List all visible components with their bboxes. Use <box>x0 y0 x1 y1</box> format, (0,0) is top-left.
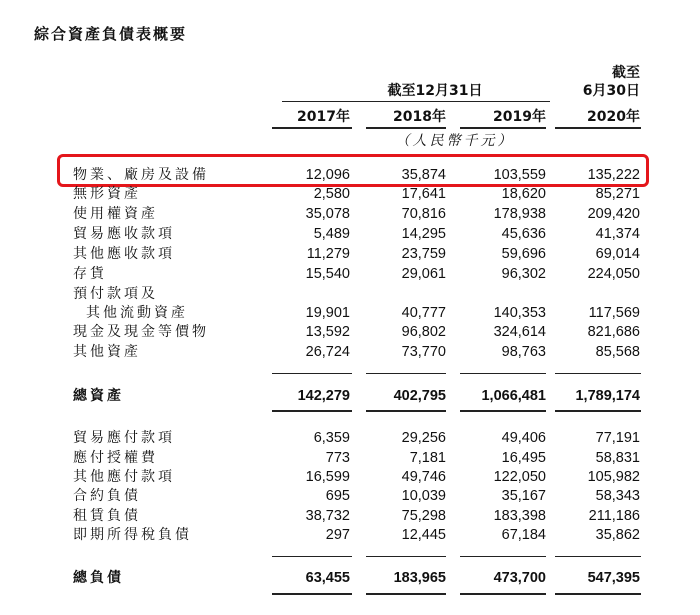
row-label: 租賃負債 <box>73 508 141 524</box>
row-label: 無形資產 <box>73 186 141 202</box>
cell-value: 183,965 <box>393 570 446 586</box>
cell-value: 49,746 <box>401 469 446 485</box>
row-label: 其他應付款項 <box>73 469 175 485</box>
cell-value: 224,050 <box>587 266 640 282</box>
row-label: 合約負債 <box>73 488 141 504</box>
row-label: 其他應收款項 <box>73 246 175 262</box>
cell-value: 77,191 <box>595 430 640 446</box>
asset-row <box>0 224 700 244</box>
cell-value: 35,874 <box>401 167 446 183</box>
cell-value: 26,724 <box>305 344 350 360</box>
column-rule <box>460 593 546 595</box>
row-label: 貿易應收款項 <box>73 226 175 242</box>
year-rule-2018 <box>366 127 446 129</box>
cell-value: 821,686 <box>587 324 640 340</box>
row-label: 總負債 <box>73 570 124 586</box>
cell-value: 63,455 <box>305 570 350 586</box>
row-label: 其他資產 <box>73 344 141 360</box>
cell-value: 16,495 <box>501 450 546 466</box>
cell-value: 6,359 <box>313 430 350 446</box>
cell-value: 35,862 <box>595 527 640 543</box>
row-label: 存貨 <box>73 266 107 282</box>
year-header-2017: 2017年 <box>297 109 350 125</box>
cell-value: 85,568 <box>595 344 640 360</box>
year-rule-2017 <box>272 127 352 129</box>
cell-value: 19,901 <box>305 305 350 321</box>
column-rule <box>555 373 641 374</box>
liability-row <box>0 448 700 468</box>
cell-value: 40,777 <box>401 305 446 321</box>
year-header-2020: 2020年 <box>587 109 640 125</box>
cell-value: 96,302 <box>501 266 546 282</box>
row-label: 預付款項及 <box>73 286 158 302</box>
cell-value: 473,700 <box>493 570 546 586</box>
interim-label-line2: 6月30日 <box>582 83 640 99</box>
cell-value: 70,816 <box>401 206 446 222</box>
cell-value: 96,802 <box>401 324 446 340</box>
cell-value: 324,614 <box>493 324 546 340</box>
cell-value: 547,395 <box>587 570 640 586</box>
column-rule <box>555 556 641 557</box>
column-rule <box>272 556 352 557</box>
cell-value: 15,540 <box>305 266 350 282</box>
cell-value: 2,580 <box>313 186 350 202</box>
total-liabilities-row <box>0 568 700 588</box>
cell-value: 183,398 <box>493 508 546 524</box>
asset-row <box>0 342 700 362</box>
cell-value: 178,938 <box>493 206 546 222</box>
cell-value: 35,078 <box>305 206 350 222</box>
cell-value: 117,569 <box>588 305 640 321</box>
asset-row <box>0 204 700 224</box>
column-rule <box>460 410 546 412</box>
cell-value: 135,222 <box>587 167 640 183</box>
total-assets-row <box>0 386 700 406</box>
cell-value: 103,559 <box>493 167 546 183</box>
liability-row <box>0 428 700 448</box>
cell-value: 1,789,174 <box>575 388 640 404</box>
column-rule <box>460 556 546 557</box>
year-rule-2019 <box>460 127 546 129</box>
cell-value: 58,343 <box>595 488 640 504</box>
cell-value: 58,831 <box>595 450 640 466</box>
cell-value: 18,620 <box>501 186 546 202</box>
cell-value: 38,732 <box>305 508 350 524</box>
asset-row <box>0 184 700 204</box>
asset-row <box>0 322 700 342</box>
row-label: 應付授權費 <box>73 450 158 466</box>
cell-value: 7,181 <box>409 450 446 466</box>
liability-row <box>0 486 700 506</box>
unit-label: （人民幣千元） <box>395 133 515 149</box>
liability-row <box>0 525 700 545</box>
asset-row <box>0 264 700 284</box>
cell-value: 142,279 <box>297 388 350 404</box>
year-rule-2020 <box>555 127 641 129</box>
cell-value: 69,014 <box>595 246 640 262</box>
asset-row <box>0 165 700 185</box>
liability-row <box>0 506 700 526</box>
column-rule <box>272 593 352 595</box>
cell-value: 85,271 <box>595 186 640 202</box>
cell-value: 402,795 <box>393 388 446 404</box>
cell-value: 13,592 <box>305 324 350 340</box>
asset-row <box>0 244 700 264</box>
column-rule <box>272 410 352 412</box>
interim-label-line1: 截至 <box>612 65 640 81</box>
cell-value: 773 <box>325 450 350 466</box>
year-header-2018: 2018年 <box>393 109 446 125</box>
cell-value: 105,982 <box>587 469 640 485</box>
cell-value: 12,096 <box>305 167 350 183</box>
column-rule <box>555 410 641 412</box>
cell-value: 29,256 <box>401 430 446 446</box>
row-label: 物業、廠房及設備 <box>73 167 209 183</box>
column-rule <box>555 593 641 595</box>
cell-value: 98,763 <box>501 344 546 360</box>
cell-value: 35,167 <box>501 488 546 504</box>
period-group-label: 截至12月31日 <box>387 83 483 99</box>
cell-value: 211,186 <box>588 508 640 524</box>
period-group-rule <box>282 101 550 102</box>
cell-value: 16,599 <box>305 469 350 485</box>
cell-value: 297 <box>325 527 350 543</box>
asset-row <box>0 303 700 323</box>
page-title: 綜合資產負債表概要 <box>34 25 188 43</box>
column-rule <box>366 373 446 374</box>
liability-row <box>0 467 700 487</box>
cell-value: 695 <box>325 488 350 504</box>
cell-value: 75,298 <box>401 508 446 524</box>
row-label: 貿易應付款項 <box>73 430 175 446</box>
cell-value: 122,050 <box>493 469 546 485</box>
cell-value: 41,374 <box>595 226 640 242</box>
row-label: 即期所得稅負債 <box>73 527 192 543</box>
cell-value: 11,279 <box>306 246 350 262</box>
cell-value: 14,295 <box>401 226 446 242</box>
cell-value: 23,759 <box>401 246 446 262</box>
cell-value: 12,445 <box>401 527 446 543</box>
cell-value: 67,184 <box>501 527 546 543</box>
column-rule <box>366 556 446 557</box>
cell-value: 5,489 <box>313 226 350 242</box>
cell-value: 1,066,481 <box>481 388 546 404</box>
asset-row <box>0 284 700 304</box>
cell-value: 73,770 <box>401 344 446 360</box>
cell-value: 209,420 <box>587 206 640 222</box>
row-label: 使用權資產 <box>73 206 158 222</box>
row-label: 總資產 <box>73 388 124 404</box>
cell-value: 10,039 <box>401 488 446 504</box>
cell-value: 49,406 <box>501 430 546 446</box>
column-rule <box>366 593 446 595</box>
cell-value: 59,696 <box>501 246 546 262</box>
column-rule <box>460 373 546 374</box>
column-rule <box>272 373 352 374</box>
year-header-2019: 2019年 <box>493 109 546 125</box>
column-rule <box>366 410 446 412</box>
cell-value: 29,061 <box>401 266 446 282</box>
cell-value: 140,353 <box>493 305 546 321</box>
cell-value: 17,641 <box>401 186 446 202</box>
row-label: 其他流動資產 <box>86 305 188 321</box>
cell-value: 45,636 <box>501 226 546 242</box>
row-label: 現金及現金等價物 <box>73 324 209 340</box>
